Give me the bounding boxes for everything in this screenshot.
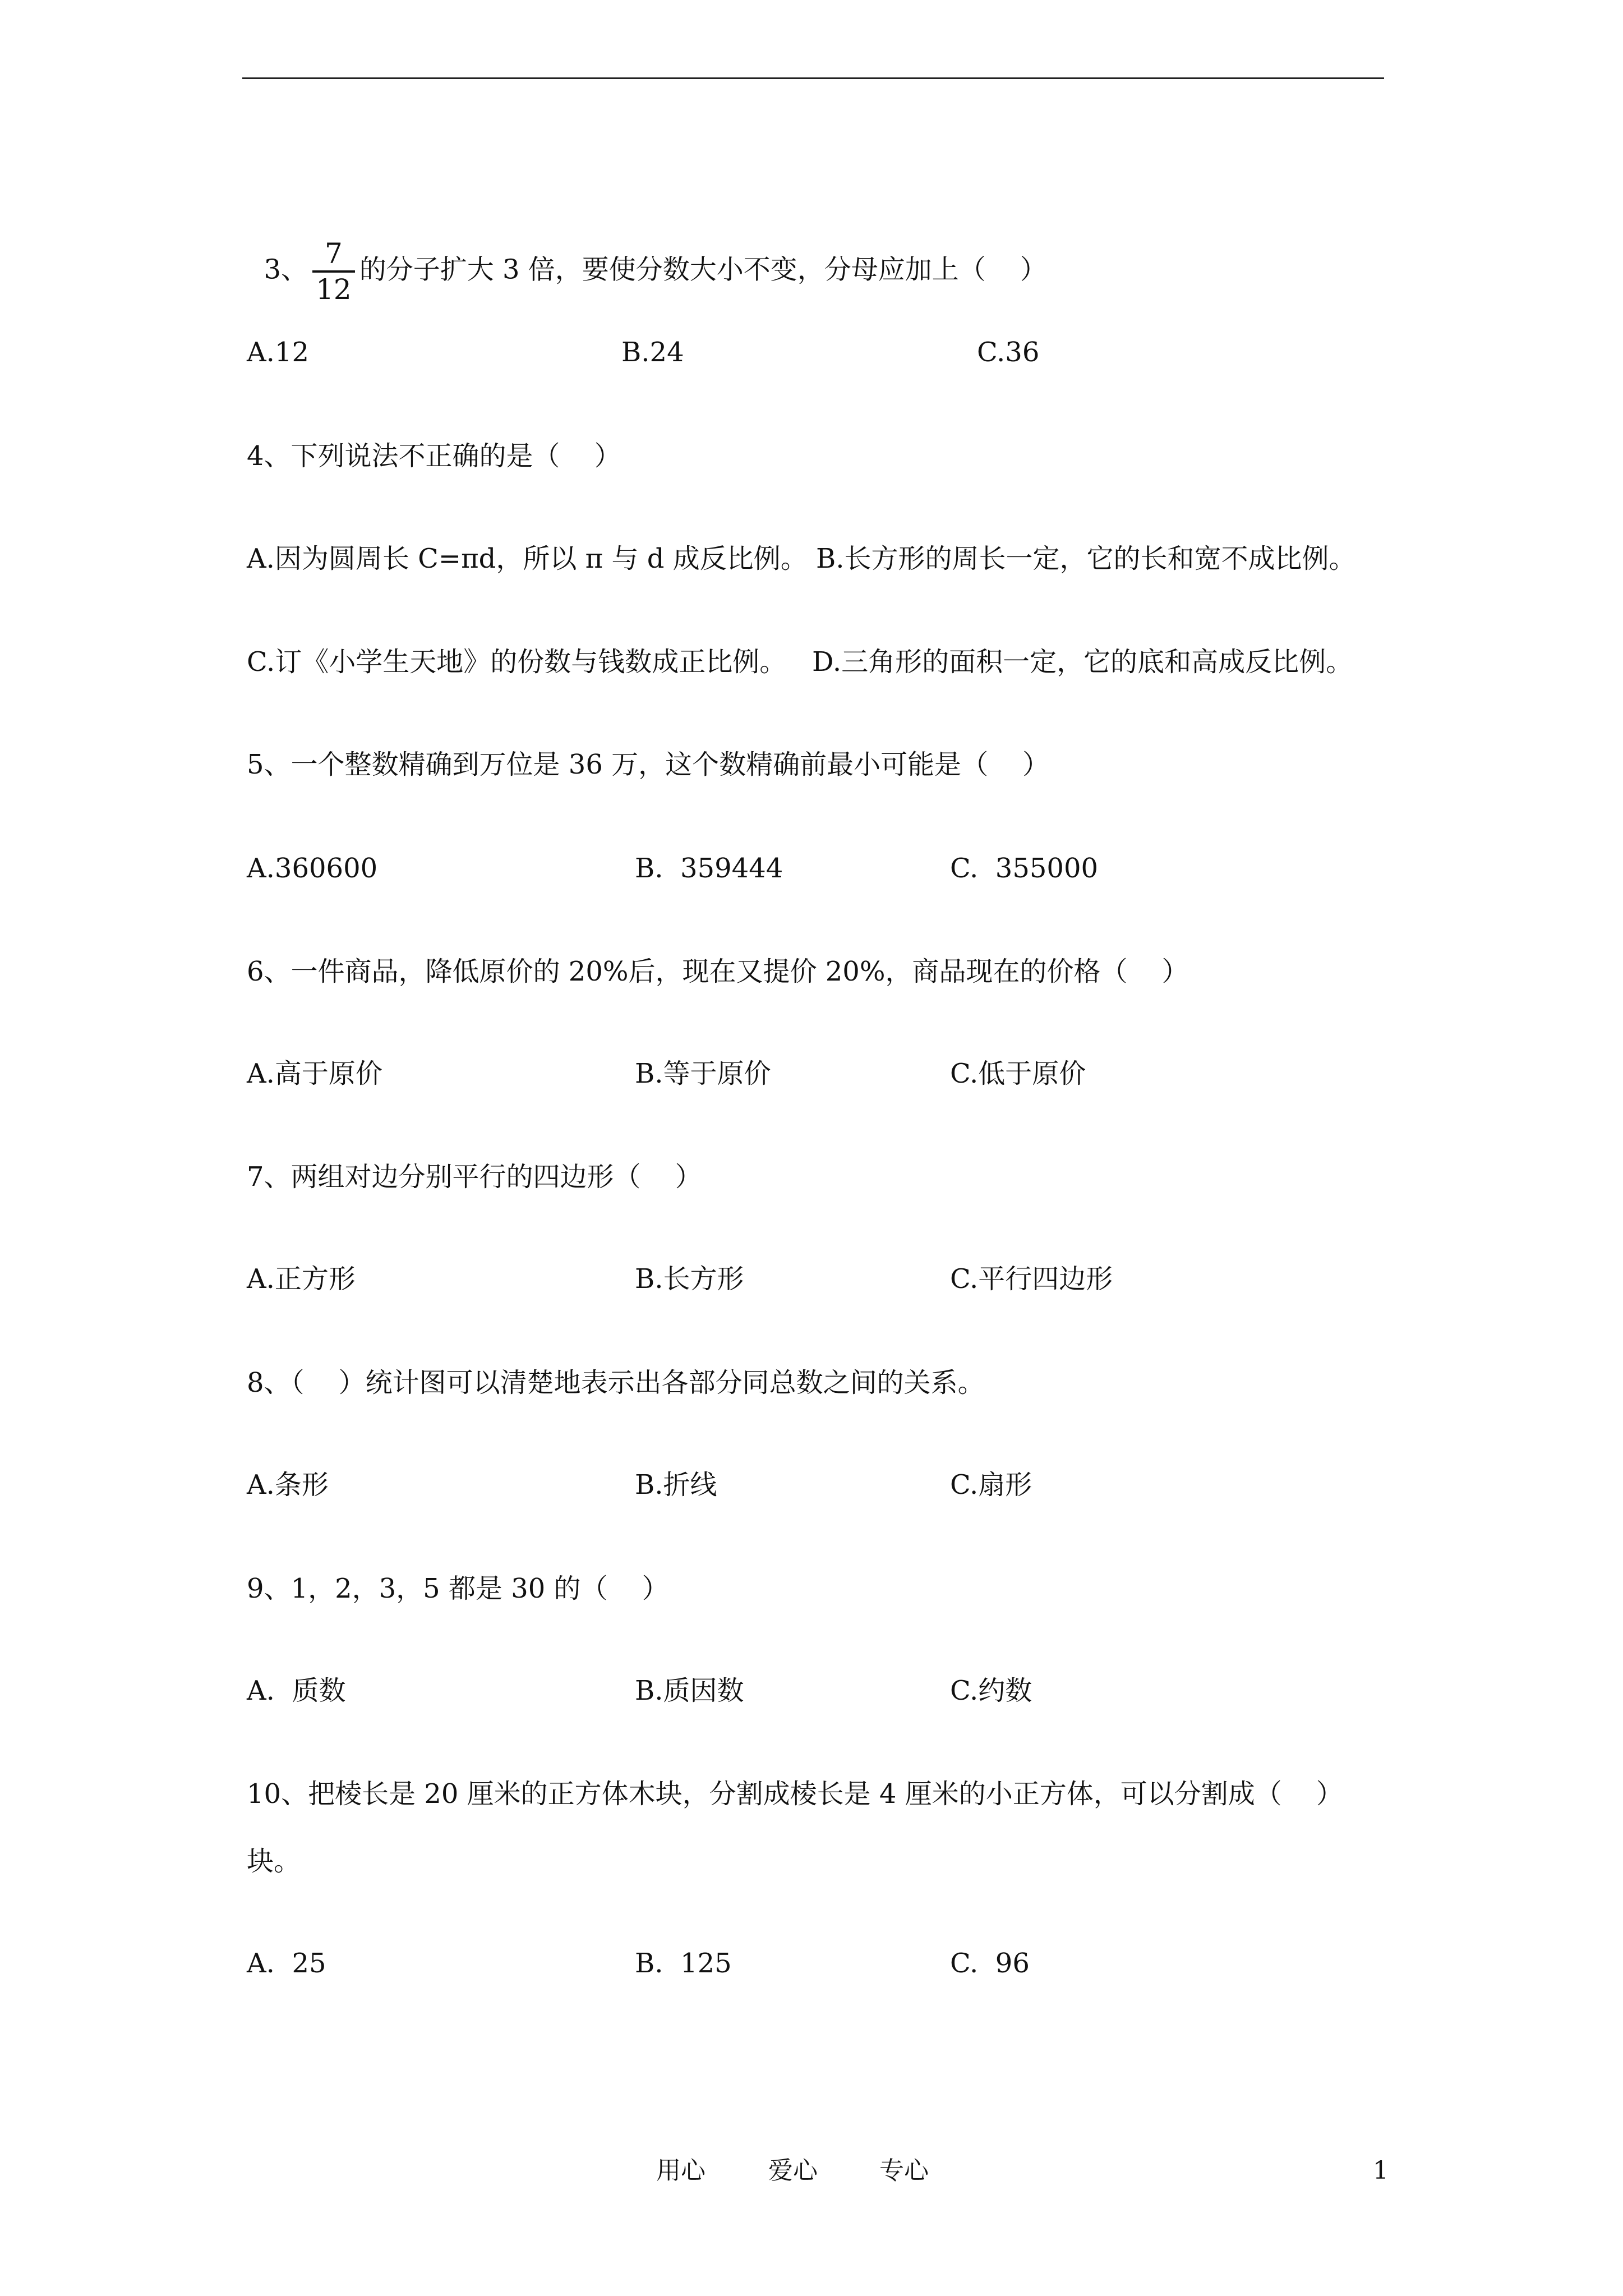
q5-option-a: A.360600: [247, 853, 378, 884]
q4-options-line-1: A.因为圆周长 C=πd，所以 π 与 d 成反比例。 B.长方形的周长一定，它的长和宽不成比例。: [247, 543, 1356, 574]
q9-option-a: A. 质数: [247, 1675, 346, 1706]
q4-options-line-2: C.订《小学生天地》的份数与钱数成正比例。 D.三角形的面积一定，它的底和高成反比例。: [247, 646, 1353, 678]
question-4: 4、下列说法不正确的是（ ）: [247, 440, 621, 472]
q6-option-b: B.等于原价: [635, 1058, 771, 1089]
q10-option-b: B. 125: [635, 1948, 732, 1979]
q8-option-c: C.扇形: [950, 1469, 1032, 1501]
q5-option-b: B. 359444: [635, 853, 783, 884]
question-3-number: 3、: [264, 254, 308, 286]
question-10: 10、把棱长是 20 厘米的正方体木块，分割成棱长是 4 厘米的小正方体，可以分割成（ ）: [247, 1778, 1343, 1810]
question-9: 9、1，2，3，5 都是 30 的（ ）: [247, 1573, 669, 1604]
q10-option-a: A. 25: [247, 1948, 326, 1979]
fraction-numerator: 7: [312, 237, 355, 273]
footer-word-3: 专心: [879, 2156, 929, 2185]
q3-option-c: C.36: [977, 337, 1040, 368]
question-3: [247, 203, 1047, 306]
q7-option-a: A.正方形: [247, 1263, 356, 1295]
q6-option-a: A.高于原价: [247, 1058, 382, 1089]
fraction-denominator: 12: [316, 273, 352, 306]
q7-option-b: B.长方形: [635, 1263, 744, 1295]
question-8: 8、（ ）统计图可以清楚地表示出各部分同总数之间的关系。: [247, 1367, 985, 1398]
question-7: 7、两组对边分别平行的四边形（ ）: [247, 1161, 702, 1193]
q3-option-b: B.24: [621, 337, 684, 368]
question-6: 6、一件商品，降低原价的 20%后，现在又提价 20%，商品现在的价格（ ）: [247, 956, 1189, 987]
q8-option-b: B.折线: [635, 1469, 717, 1501]
q6-option-c: C.低于原价: [950, 1058, 1086, 1089]
header-rule: [242, 77, 1384, 79]
q5-option-c: C. 355000: [950, 853, 1099, 884]
footer-word-1: 用心: [656, 2156, 706, 2185]
q3-option-a: A.12: [247, 337, 309, 368]
question-3-text: 的分子扩大 3 倍，要使分数大小不变，分母应加上（ ）: [359, 254, 1047, 286]
page-number: 1: [1373, 2156, 1389, 2185]
q7-option-c: C.平行四边形: [950, 1263, 1113, 1295]
q9-option-c: C.约数: [950, 1675, 1032, 1706]
question-5: 5、一个整数精确到万位是 36 万，这个数精确前最小可能是（ ）: [247, 749, 1050, 780]
q8-option-a: A.条形: [247, 1469, 329, 1501]
fraction-7-12: [312, 237, 355, 306]
q10-option-c: C. 96: [950, 1948, 1030, 1979]
q9-option-b: B.质因数: [635, 1675, 744, 1706]
question-10-continued: 块。: [247, 1846, 301, 1877]
footer-word-2: 爱心: [768, 2156, 818, 2185]
